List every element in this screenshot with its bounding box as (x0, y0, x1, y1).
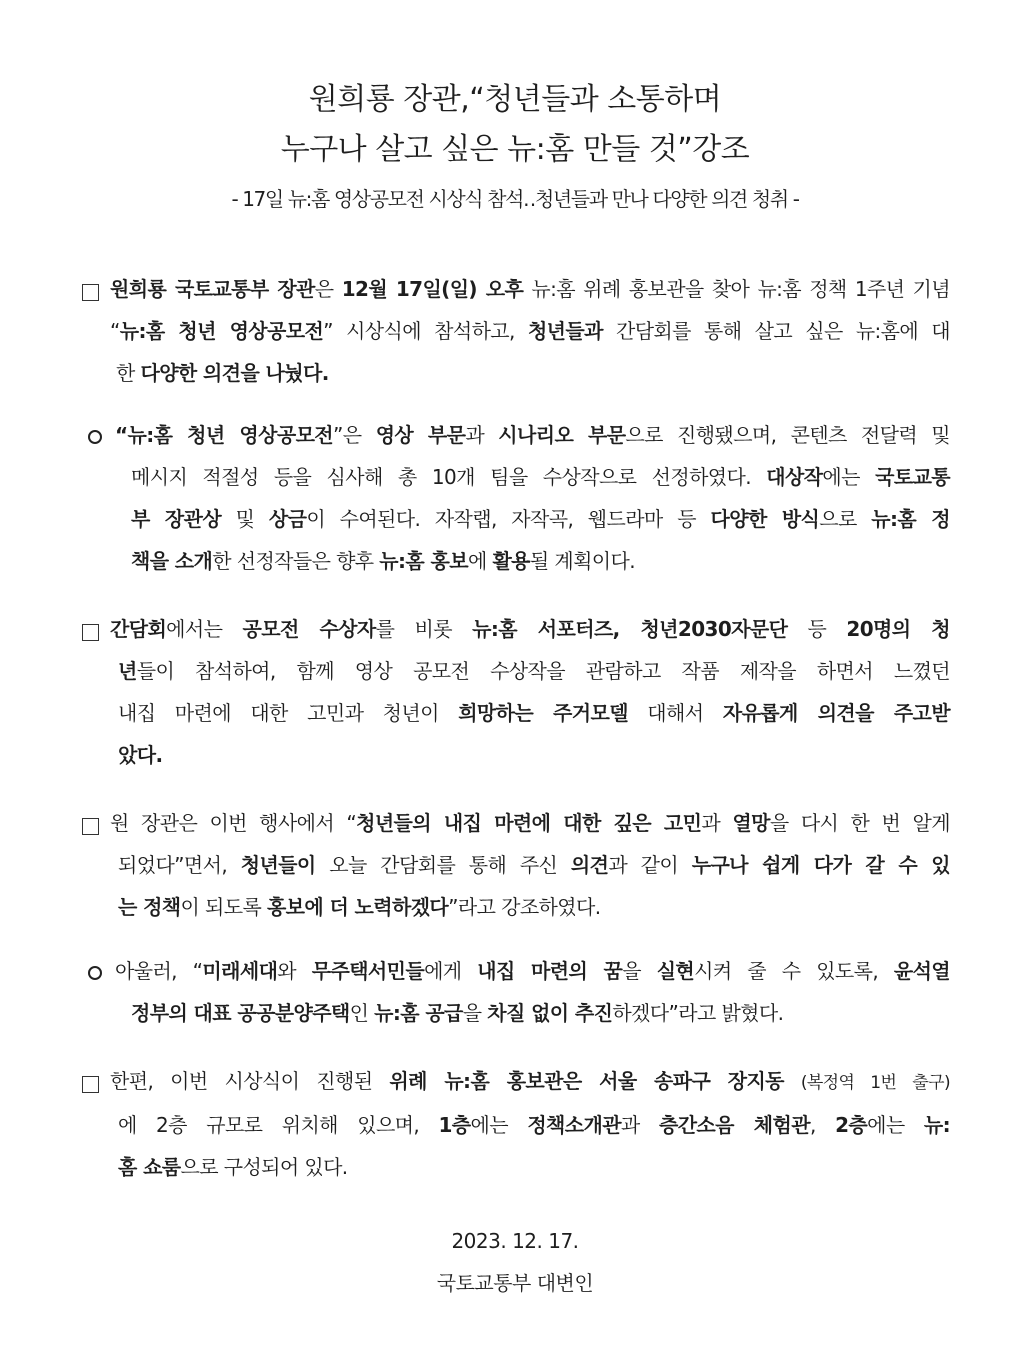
paragraph-line: “뉴:홈 청년 영상공모전” 시상식에 참석하고, 청년들과 간담회를 통해 살고 싶은 뉴:홈에 대 (110, 319, 950, 343)
paragraph-line: 원희룡 국토교통부 장관은 12월 17일(일) 오후 뉴:홈 위례 홍보관을 찾아 뉴:홈 정책 1주년 기념 (110, 277, 950, 301)
paragraph-line: 간담회에서는 공모전 수상자를 비롯 뉴:홈 서포터즈, 청년2030자문단 등 20명의 청 (110, 617, 950, 641)
paragraph-2 (115, 414, 950, 582)
circle-bullet-icon (88, 966, 102, 980)
paragraph-line: 한편, 이번 시상식이 진행된 위례 뉴:홈 홍보관은 서울 송파구 장지동 (복정역 1번 출구) (110, 1069, 950, 1093)
issuing-office: 국토교통부 대변인 (436, 1271, 594, 1295)
square-bullet-icon (82, 624, 99, 641)
paragraph-line: 에 2층 규모로 위치해 있으며, 1층에는 정책소개관과 층간소음 체험관, 2층에는 뉴: (118, 1113, 951, 1137)
paragraph-3 (110, 608, 950, 776)
square-bullet-icon (82, 818, 99, 835)
circle-bullet-icon (88, 430, 102, 444)
paragraph-line: 한 다양한 의견을 나눴다. (116, 361, 329, 385)
subheadline: - 17일 뉴:홈 영상공모전 시상식 참석‥청년들과 만나 다양한 의견 청취 - (231, 187, 799, 211)
headline-line-1: 원희룡 장관,“청년들과 소통하며 (308, 82, 722, 117)
paragraph-line: 정부의 대표 공공분양주택인 뉴:홈 공급을 차질 없이 추진하겠다”라고 밝혔다. (131, 1001, 784, 1025)
paragraph-line: 원 장관은 이번 행사에서 “청년들의 내집 마련에 대한 깊은 고민과 열망을 다시 한 번 알게 (110, 811, 950, 835)
paragraph-line: 홈 쇼룸으로 구성되어 있다. (118, 1155, 348, 1179)
headline-line-2: 누구나 살고 싶은 뉴:홈 만들 것”강조 (280, 132, 750, 167)
paragraph-line: 책을 소개한 선정작들은 향후 뉴:홈 홍보에 활용될 계획이다. (131, 549, 636, 573)
square-bullet-icon (82, 284, 99, 301)
paragraph-5 (115, 950, 950, 1034)
paragraph-line: 내집 마련에 대한 고민과 청년이 희망하는 주거모델 대해서 자유롭게 의견을 주고받 (118, 701, 950, 725)
paragraph-line: “뉴:홈 청년 영상공모전”은 영상 부문과 시나리오 부문으로 진행됐으며, 콘텐츠 전달력 및 (115, 423, 951, 447)
paragraph-line: 년들이 참석하여, 함께 영상 공모전 수상작을 관람하고 작품 제작을 하면서 느꼈던 (118, 659, 950, 683)
paragraph-line: 되었다”면서, 청년들이 오늘 간담회를 통해 주신 의견과 같이 누구나 쉽게 다가 갈 수 있 (118, 853, 950, 877)
paragraph-line: 아울러, “미래세대와 무주택서민들에게 내집 마련의 꿈을 실현시켜 줄 수 있도록, 윤석열 (115, 959, 951, 983)
square-bullet-icon (82, 1076, 99, 1093)
paragraph-line: 았다. (118, 743, 163, 767)
paragraph-line: 는 정책이 되도록 홍보에 더 노력하겠다”라고 강조하였다. (118, 895, 601, 919)
paragraph-4 (110, 802, 950, 928)
paragraph-6 (110, 1060, 950, 1188)
paragraph-line: 부 장관상 및 상금이 수여된다. 자작랩, 자작곡, 웹드라마 등 다양한 방식으로 뉴:홈 정 (131, 507, 950, 531)
paragraph-line: 메시지 적절성 등을 심사해 총 10개 팀을 수상작으로 선정하였다. 대상작에는 국토교통 (131, 465, 951, 489)
paragraph-1 (110, 268, 950, 394)
release-date: 2023. 12. 17. (451, 1229, 579, 1253)
